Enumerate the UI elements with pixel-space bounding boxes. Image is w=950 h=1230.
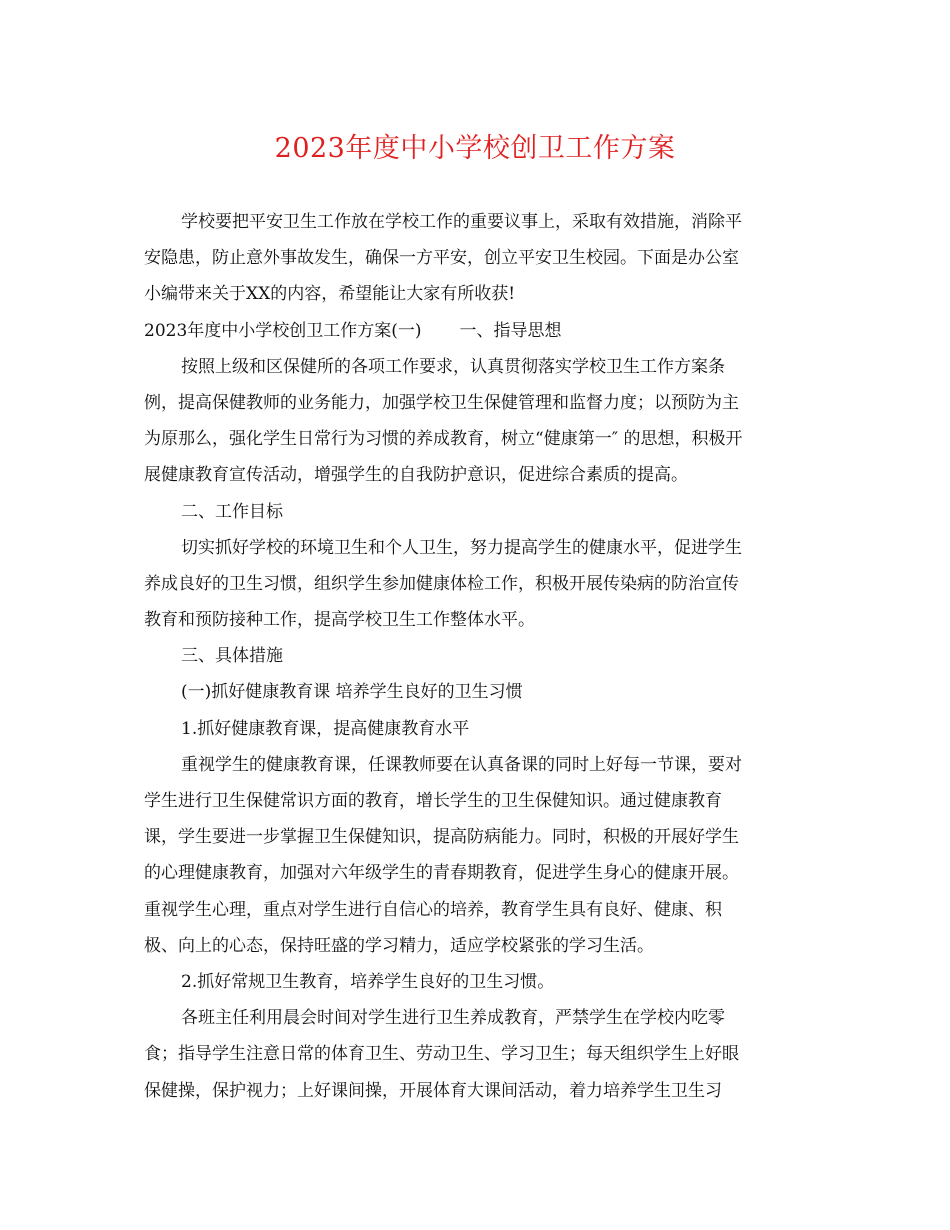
text-line: 按照上级和区保健所的各项工作要求，认真贯彻落实学校卫生工作方案条 [181,356,725,377]
text-line: 重视学生心理，重点对学生进行自信心的培养，教育学生具有良好、健康、积 [144,899,722,920]
text-line: 为原那么，强化学生日常行为习惯的养成教育，树立“健康第一″ 的思想，积极开 [144,429,743,450]
document-title: 2023年度中小学校创卫工作方案 [274,133,676,164]
item-2-heading: 2.抓好常规卫生教育，培养学生良好的卫生习惯。 [181,971,555,992]
text-line: 例，提高保健教师的业务能力，加强学校卫生保健管理和监督力度；以预防为主 [144,392,739,413]
item-1-heading: 1.抓好健康教育课，提高健康教育水平 [181,718,470,739]
text-line: 学生进行卫生保健常识方面的教育，增长学生的卫生保健知识。通过健康教育 [144,791,722,811]
work-goals-heading: 二、工作目标 [181,501,283,522]
text-line: 切实抓好学校的环境卫生和个人卫生，努力提高学生的健康水平，促进学生 [181,537,742,558]
guiding-thought-heading: 一、指导思想 [459,320,562,341]
section-heading-line [144,313,806,349]
text-line: 食；指导学生注意日常的体育卫生、劳动卫生、学习卫生；每天组织学生上好眼 [144,1044,739,1065]
subheading-health-class: (一)抓好健康教育课 培养学生良好的卫生习惯 [181,682,523,703]
text-line: 安隐患，防止意外事故发生，确保一方平安，创立平安卫生校园。下面是办公室 [144,248,739,269]
text-line: 教育和预防接种工作，提高学校卫生工作整体水平。 [144,610,535,631]
text-line: 极、向上的心态，保持旺盛的学习精力，适应学校紧张的学习生活。 [144,935,654,956]
text-line: 小编带来关于XX的内容，希望能让大家有所收获! [144,284,516,305]
text-line: 养成良好的卫生习惯，组织学生参加健康体检工作，积极开展传染病的防治宣传 [144,573,739,594]
plan-heading: 2023年度中小学校创卫工作方案(一) [144,320,422,341]
text-line: 学校要把平安卫生工作放在学校工作的重要议事上，采取有效措施，消除平 [181,212,742,232]
text-line: 各班主任利用晨会时间对学生进行卫生养成教育，严禁学生在学校内吃零 [181,1008,725,1029]
text-line: 的心理健康教育，加强对六年级学生的青春期教育，促进学生身心的健康开展。 [144,863,739,884]
text-line: 课，学生要进一步掌握卫生保健知识，提高防病能力。同时，积极的开展好学生 [144,827,739,848]
document-body [144,204,806,1109]
text-line: 展健康教育宣传活动，增强学生的自我防护意识，促进综合素质的提高。 [144,465,688,486]
specific-measures-heading: 三、具体措施 [181,646,283,667]
text-line: 重视学生的健康教育课，任课教师要在认真备课的同时上好每一节课，要对 [181,754,742,775]
text-line: 保健操，保护视力；上好课间操，开展体育大课间活动，着力培养学生卫生习 [144,1080,722,1101]
